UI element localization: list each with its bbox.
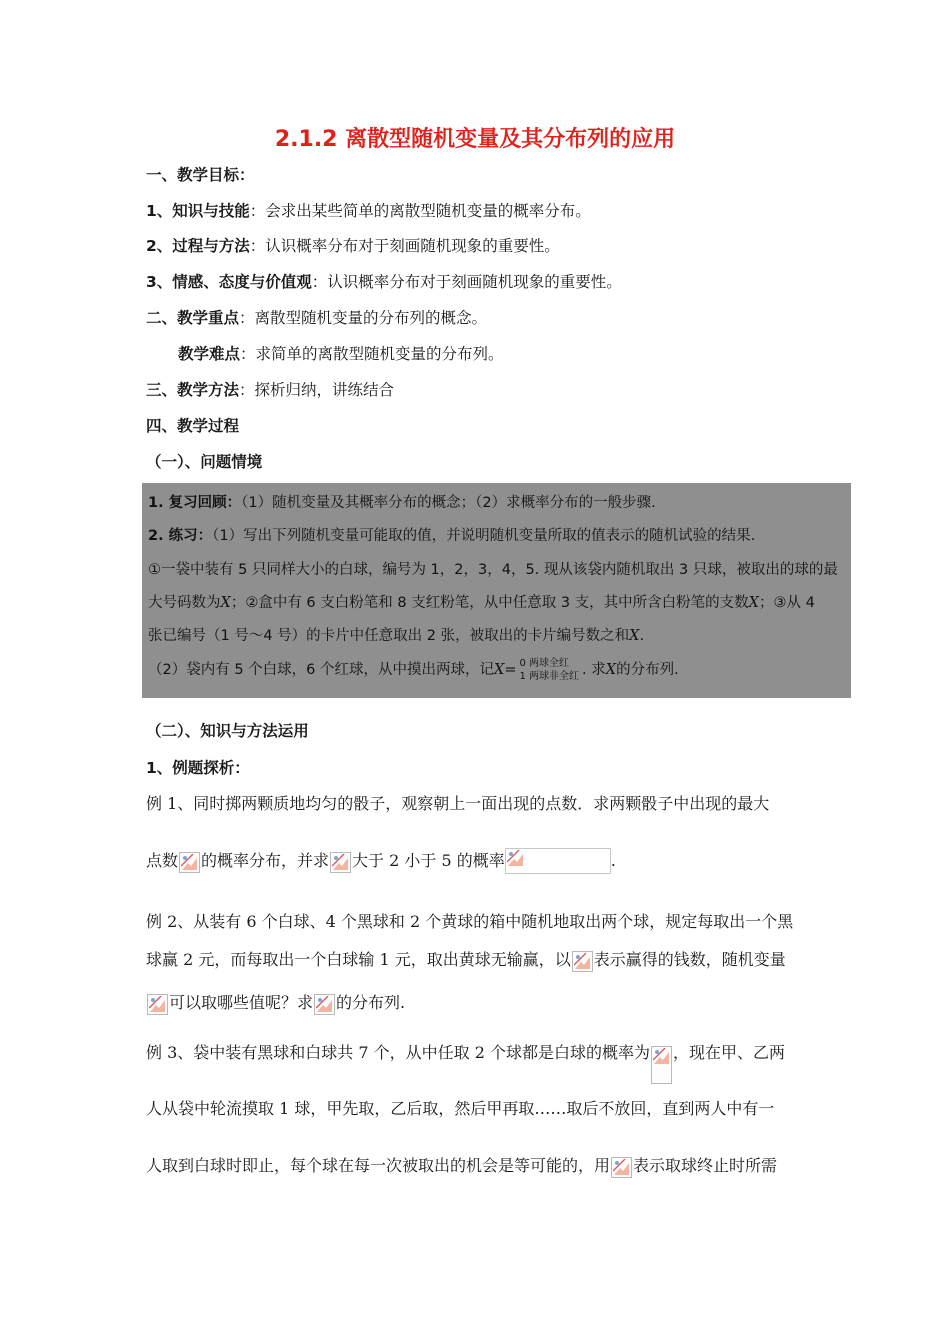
application-heading: （二）、知识与方法运用 bbox=[146, 722, 309, 740]
difficulty-label: 教学难点 bbox=[178, 345, 241, 363]
review-box bbox=[142, 483, 851, 698]
example-text: ，现在甲、乙两 bbox=[672, 1043, 785, 1062]
objective-text: ：认识概率分布对于刻画随机现象的重要性。 bbox=[249, 237, 560, 255]
objective-text: ：认识概率分布对于刻画随机现象的重要性。 bbox=[311, 273, 622, 291]
teaching-method bbox=[146, 378, 394, 400]
example-2-line-1: 例 2、从装有 6 个白球、4 个黑球和 2 个黄球的箱中随机地取出两个球，规定每取出一个黑 bbox=[146, 912, 794, 931]
review-line-2 bbox=[148, 524, 755, 545]
variable-x: X bbox=[748, 595, 759, 611]
review-text: ；③从 4 bbox=[758, 595, 815, 611]
difficulty-text: ：求简单的离散型随机变量的分布列。 bbox=[240, 345, 504, 363]
broken-image-icon bbox=[314, 994, 335, 1015]
objective-emotion bbox=[146, 270, 622, 292]
piecewise-definition bbox=[520, 657, 580, 683]
example-text: 的分布列. bbox=[336, 993, 406, 1012]
example-3-line-1 bbox=[146, 1040, 785, 1084]
exercise-label: 2. 练习： bbox=[148, 528, 213, 544]
example-3-line-3 bbox=[146, 1153, 777, 1178]
situation-heading: （一）、问题情境 bbox=[146, 453, 263, 471]
example-text: 大于 2 小于 5 的概率 bbox=[352, 851, 505, 870]
variable-x: X bbox=[605, 662, 617, 678]
piecewise-case-0: 0 两球全红 bbox=[519, 658, 570, 669]
review-text: . bbox=[639, 628, 645, 644]
example-3-line-2: 人从袋中轮流摸取 1 球，甲先取，乙后取，然后甲再取……取后不放回，直到两人中有一 bbox=[146, 1099, 775, 1118]
variable-x: X bbox=[629, 628, 640, 644]
example-text: 点数 bbox=[146, 851, 179, 870]
objective-label: 3、情感、态度与价值观 bbox=[146, 273, 312, 291]
difficulty bbox=[178, 342, 504, 364]
example-text: 表示赢得的钱数，随机变量 bbox=[593, 950, 786, 969]
review-text: （1）随机变量及其概率分布的概念；（2）求概率分布的一般步骤. bbox=[241, 495, 656, 511]
process-heading: 四、教学过程 bbox=[146, 417, 240, 435]
exercise-text: （1）写出下列随机变量可能取的值，并说明随机变量所取的值表示的随机试验的结果. bbox=[212, 528, 756, 544]
equals-sign: = bbox=[504, 662, 517, 678]
objective-text: ：会求出某些简单的离散型随机变量的概率分布。 bbox=[249, 202, 591, 220]
review-text: 的分布列. bbox=[616, 662, 679, 678]
broken-image-icon bbox=[330, 852, 351, 873]
variable-x: X bbox=[494, 662, 505, 678]
broken-image-icon bbox=[611, 1157, 632, 1178]
review-text: （2）袋内有 5 个白球，6 个红球，从中摸出两球，记 bbox=[148, 662, 495, 678]
broken-image-icon bbox=[572, 951, 593, 972]
example-1-line-2 bbox=[146, 848, 616, 874]
objective-process bbox=[146, 234, 560, 256]
key-point-label: 二、教学重点 bbox=[146, 309, 240, 327]
variable-x: X bbox=[220, 595, 231, 611]
example-2-line-3 bbox=[146, 990, 405, 1015]
page-title: 2.1.2 离散型随机变量及其分布列的应用 bbox=[274, 127, 676, 152]
review-text: ；②盒中有 6 支白粉笔和 8 支红粉笔，从中任意取 3 支，其中所含白粉笔的支数 bbox=[230, 595, 749, 611]
review-line-5 bbox=[148, 624, 644, 645]
objective-label: 2、过程与方法 bbox=[146, 237, 250, 255]
method-label: 三、教学方法 bbox=[146, 381, 240, 399]
example-text: . bbox=[610, 851, 616, 870]
review-line-4 bbox=[148, 591, 815, 612]
example-text: 表示取球终止时所需 bbox=[633, 1156, 778, 1175]
broken-image-icon bbox=[505, 848, 611, 874]
example-text: 例 3、袋中装有黑球和白球共 7 个，从中任取 2 个球都是白球的概率为 bbox=[146, 1043, 650, 1062]
broken-image-icon bbox=[147, 994, 168, 1015]
example-2-line-2 bbox=[146, 947, 786, 972]
example-text: 球赢 2 元，而每取出一个白球输 1 元，取出黄球无输赢，以 bbox=[146, 950, 571, 969]
objectives-heading: 一、教学目标： bbox=[146, 166, 255, 184]
objective-label: 1、知识与技能 bbox=[146, 202, 250, 220]
example-1-line-1: 例 1、同时掷两颗质地均匀的骰子，观察朝上一面出现的点数．求两颗骰子中出现的最大 bbox=[146, 794, 770, 813]
key-point bbox=[146, 306, 487, 328]
method-text: ：探析归纳，讲练结合 bbox=[239, 381, 395, 399]
review-text: 张已编号（1 号～4 号）的卡片中任意取出 2 张，被取出的卡片编号数之和 bbox=[148, 628, 630, 644]
objective-knowledge bbox=[146, 199, 591, 221]
example-text: 的概率分布，并求 bbox=[201, 851, 330, 870]
piecewise-case-1: 1 两球非全红 bbox=[519, 671, 580, 682]
review-line-6 bbox=[148, 657, 679, 683]
review-text: 大号码数为 bbox=[148, 595, 221, 611]
review-line-3: ①一袋中装有 5 只同样大小的白球，编号为 1，2，3，4，5. 现从该袋内随机取出 3 只球，被取出的球的最 bbox=[148, 562, 838, 578]
example-text: 可以取哪些值呢？求 bbox=[169, 993, 314, 1012]
key-point-text: ：离散型随机变量的分布列的概念。 bbox=[239, 309, 488, 327]
broken-image-icon bbox=[651, 1046, 672, 1084]
examples-heading: 1、例题探析： bbox=[146, 759, 250, 777]
review-label: 1. 复习回顾： bbox=[148, 495, 242, 511]
example-text: 人取到白球时即止，每个球在每一次被取出的机会是等可能的，用 bbox=[146, 1156, 611, 1175]
review-text: . 求 bbox=[582, 662, 606, 678]
broken-image-icon bbox=[179, 852, 200, 873]
review-line-1 bbox=[148, 491, 656, 512]
